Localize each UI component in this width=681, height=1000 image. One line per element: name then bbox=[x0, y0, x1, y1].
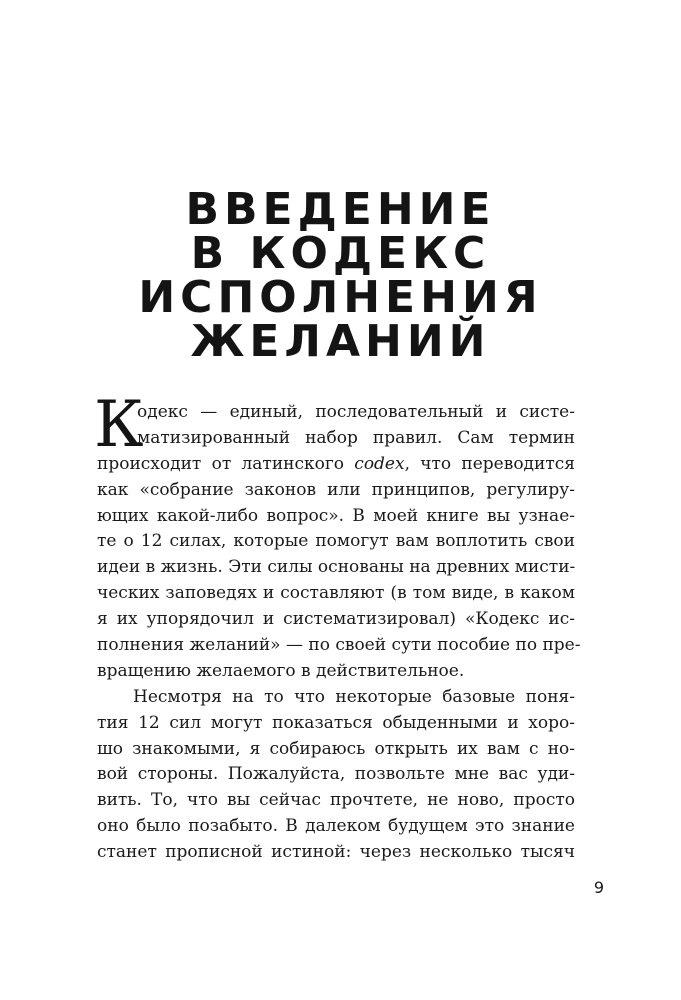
chapter-title-line: В КОДЕКС bbox=[190, 228, 491, 279]
text-line: как «собрание законов или принципов, регулиру- bbox=[97, 479, 575, 500]
text-run: происходит от латинского bbox=[97, 453, 355, 474]
text-line: шо знакомыми, я собираюсь открыть их вам с но- bbox=[97, 738, 575, 759]
page-number: 9 bbox=[593, 878, 604, 897]
italic-term: codex bbox=[354, 453, 405, 474]
text-line: вой стороны. Пожалуйста, позвольте мне вас уди- bbox=[97, 764, 575, 785]
text-line: станет прописной истиной: через несколько тысяч bbox=[97, 842, 575, 863]
text-line: полнения желаний» — по своей сути пособие по пре- bbox=[97, 635, 581, 656]
text-run: , что переводится bbox=[404, 453, 575, 474]
text-line: матизированный набор правил. Сам термин bbox=[137, 427, 575, 448]
chapter-title-line: ИСПОЛНЕНИЯ bbox=[138, 272, 543, 323]
text-line: идеи в жизнь. Эти силы основаны на древних мисти- bbox=[97, 557, 576, 578]
text-line: одекс — единый, последовательный и систе- bbox=[137, 402, 575, 422]
text-line: вращению желаемого в действительное. bbox=[97, 660, 465, 681]
paragraph-2 bbox=[97, 685, 575, 866]
body-text bbox=[97, 400, 581, 866]
text-line: вить. То, что вы сейчас прочтете, не ново, просто bbox=[97, 790, 575, 811]
text-line: я их упорядочил и систематизировал) «Кодекс ис- bbox=[97, 609, 575, 630]
drop-cap: К bbox=[94, 388, 144, 462]
text-line bbox=[97, 452, 575, 478]
text-line: тия 12 сил могут показаться обыденными и хоро- bbox=[97, 712, 575, 733]
chapter-title bbox=[0, 184, 681, 367]
paragraph-1 bbox=[97, 400, 575, 452]
text-line: те о 12 силах, которые помогут вам воплотить свои bbox=[97, 531, 575, 552]
text-line: ческих заповедях и составляют (в том виде, в каком bbox=[97, 583, 575, 604]
chapter-title-line: ВВЕДЕНИЕ bbox=[185, 184, 496, 235]
text-line: ющих какой-либо вопрос». В моей книге вы узнае- bbox=[97, 505, 575, 526]
text-line: оно было позабыто. В далеком будущем это знание bbox=[97, 816, 575, 837]
chapter-title-line: ЖЕЛАНИЙ bbox=[190, 316, 491, 367]
text-line: Несмотря на то что некоторые базовые поня- bbox=[133, 686, 575, 707]
